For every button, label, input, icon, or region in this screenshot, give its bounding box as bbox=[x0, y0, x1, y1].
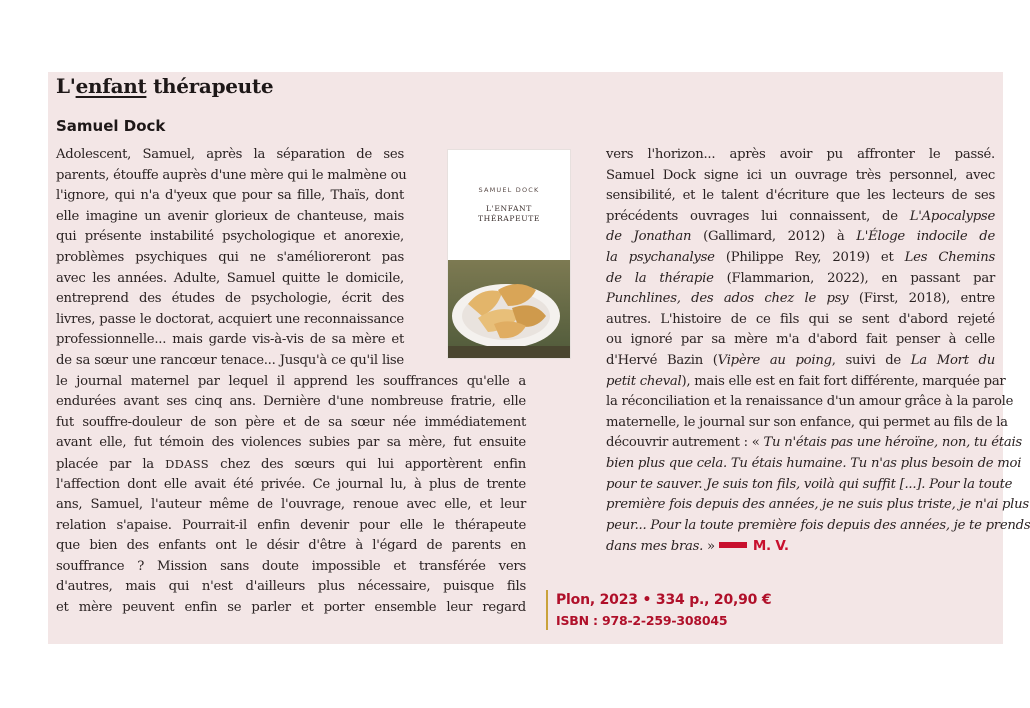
quote-italic: peur... Pour la toute première fois depuis des années, je te prends bbox=[606, 517, 1030, 533]
title-underlined-word: enfant bbox=[75, 74, 147, 98]
text-line bbox=[606, 227, 995, 248]
left-column-text bbox=[56, 145, 526, 619]
book-title-italic: la psychanalyse bbox=[606, 249, 715, 265]
text-line: maternelle, le journal sur son enfance, qui permet au fils de la bbox=[606, 414, 1008, 430]
book-title-italic: de la thérapie bbox=[606, 270, 714, 286]
text-line: sensibilité, et le talent d'écriture que les lecteurs de ses bbox=[606, 188, 995, 204]
quote-italic: dans mes bras. bbox=[606, 539, 704, 555]
text-line bbox=[606, 289, 995, 310]
text-line bbox=[606, 516, 1030, 537]
text-line: Samuel Dock signe ici un ouvrage très personnel, avec bbox=[606, 167, 995, 183]
quote-italic: première fois depuis des années, je ne suis plus triste, je n'ai plus bbox=[606, 497, 1029, 513]
book-title-italic: de Jonathan bbox=[606, 229, 692, 245]
title-part-1: L' bbox=[56, 74, 76, 98]
cover-title-line-2: THÉRAPEUTE bbox=[477, 214, 541, 223]
text-line bbox=[606, 207, 995, 228]
text-line bbox=[606, 536, 995, 557]
quote-italic: bien plus que cela. Tu étais humaine. Tu n'as plus besoin de moi bbox=[606, 455, 1022, 471]
text-line: avec les années. Adulte, Samuel quitte le domicile, bbox=[56, 270, 404, 286]
text-segment: (Philippe Rey, 2019) et bbox=[714, 249, 905, 265]
text-line: entreprend des études de psychologie, écrit des bbox=[56, 291, 404, 307]
text-line bbox=[606, 475, 1013, 496]
text-line: que bien des enfants ont le désir d'être à l'égard de parents en bbox=[56, 538, 526, 554]
book-title-italic: L'Éloge indocile de bbox=[856, 229, 995, 245]
book-title-italic: Vipère au poing bbox=[717, 352, 832, 368]
text-line: ans, Samuel, l'auteur même de l'ouvrage, renoue avec elle, et leur bbox=[56, 497, 526, 513]
cover-title-line-1: L'ENFANT bbox=[486, 204, 532, 213]
text-line bbox=[606, 248, 995, 269]
text-line: la réconciliation et la renaissance d'un amour grâce à la parole bbox=[606, 394, 1014, 410]
text-line: et mère peuvent enfin se parler et porter ensemble leur regard bbox=[56, 600, 526, 616]
text-line: de sa sœur une rancœur tenace... Jusqu'à ce qu'il lise bbox=[56, 352, 404, 368]
text-segment: » bbox=[703, 539, 715, 555]
text-segment: précédents ouvrages lui connaissent, de bbox=[606, 208, 910, 224]
text-line: Adolescent, Samuel, après la séparation de ses bbox=[56, 147, 404, 162]
text-line: elle imagine un avenir glorieux de chanteuse, mais bbox=[56, 208, 404, 224]
text-line: le journal maternel par lequel il apprend les souffrances qu'elle a bbox=[56, 373, 526, 389]
text-line bbox=[606, 372, 1006, 393]
book-title-italic: Les Chemins bbox=[904, 249, 995, 265]
quote-italic: pour te sauver. Je suis ton fils, voilà qui suffit [...]. Pour la toute bbox=[606, 476, 1013, 492]
text-line bbox=[606, 269, 995, 290]
title-part-2: thérapeute bbox=[146, 74, 274, 98]
quote-italic: Tu n'étais pas une héroïne, non, tu étais bbox=[763, 435, 1022, 451]
text-line: d'autres, mais qui n'est d'ailleurs plus nécessaire, puisque fils bbox=[56, 579, 526, 595]
acronym-ddass: DDASS bbox=[165, 456, 209, 471]
text-line: ou ignoré par sa mère m'a d'abord fait penser à celle bbox=[606, 332, 995, 348]
book-title-italic: La Mort du bbox=[910, 352, 995, 368]
signature-bar bbox=[719, 542, 747, 548]
text-line bbox=[606, 454, 1022, 475]
text-segment: (Gallimard, 2012) à bbox=[691, 229, 857, 245]
book-title-italic: L'Apocalypse bbox=[909, 208, 995, 224]
publication-info bbox=[546, 590, 771, 630]
text-segment: d'Hervé Bazin ( bbox=[606, 352, 718, 368]
book-title-italic: Punchlines, des ados chez le psy bbox=[606, 291, 849, 307]
text-line: parents, étouffe auprès d'une mère qui le malmène ou bbox=[56, 167, 407, 183]
right-column-text bbox=[606, 145, 1030, 557]
article-author: Samuel Dock bbox=[56, 117, 166, 135]
reviewer-signature: M. V. bbox=[752, 538, 789, 555]
text-line: placée par la DDASS chez des sœurs qui lui apportèrent enfin bbox=[56, 456, 527, 472]
text-segment: , suivi de bbox=[831, 352, 911, 368]
text-line: autres. L'histoire de ce fils qui se sent d'abord rejeté bbox=[606, 311, 995, 327]
review-clipping bbox=[48, 72, 1030, 644]
text-segment: (Flammarion, 2022), en passant par bbox=[713, 270, 995, 286]
text-line bbox=[606, 433, 1022, 454]
text-line: qui présente instabilité psychologique et anorexie, bbox=[56, 229, 404, 245]
text-segment: découvrir autrement : « bbox=[606, 435, 764, 451]
book-title-italic: petit cheval bbox=[606, 373, 682, 389]
text-line: avant elle, fut témoin des violences subies par sa mère, fut ensuite bbox=[56, 435, 526, 451]
publisher-price: Plon, 2023 • 334 p., 20,90 € bbox=[556, 592, 772, 608]
text-line: livres, passe le doctorat, acquiert une reconnaissance bbox=[56, 311, 404, 327]
isbn: ISBN : 978-2-259-308045 bbox=[556, 613, 728, 628]
text-line: vers l'horizon... après avoir pu affronter le passé. bbox=[606, 147, 995, 162]
text-segment: ), mais elle est en fait fort différente, marquée par bbox=[681, 373, 1006, 389]
text-line: problèmes psychiques qui ne s'amélioreront pas bbox=[56, 249, 404, 265]
text-line: fut souffre-douleur de son père et de sa sœur née immédiatement bbox=[56, 414, 526, 430]
text-line: souffrance ? Mission sans doute impossible et transférée vers bbox=[56, 558, 526, 574]
text-line: professionnelle... mais garde vis-à-vis de sa mère et bbox=[56, 332, 404, 348]
text-line bbox=[606, 495, 1029, 516]
cover-author: SAMUEL DOCK bbox=[478, 186, 540, 194]
text-line: endurées avant ses cinq ans. Dernière d'une nombreuse fratrie, elle bbox=[56, 394, 526, 410]
text-line bbox=[606, 351, 995, 372]
text-segment: (First, 2018), entre bbox=[848, 291, 995, 307]
article-title bbox=[56, 74, 273, 98]
text-line: relation s'apaise. Pourrait-il enfin devenir pour elle le thérapeute bbox=[56, 517, 526, 533]
text-line: l'affection dont elle avait été privée. Ce journal lu, à plus de trente bbox=[56, 476, 526, 492]
text-line: l'ignore, qui n'a d'yeux que pour sa fille, Thaïs, dont bbox=[56, 188, 404, 204]
